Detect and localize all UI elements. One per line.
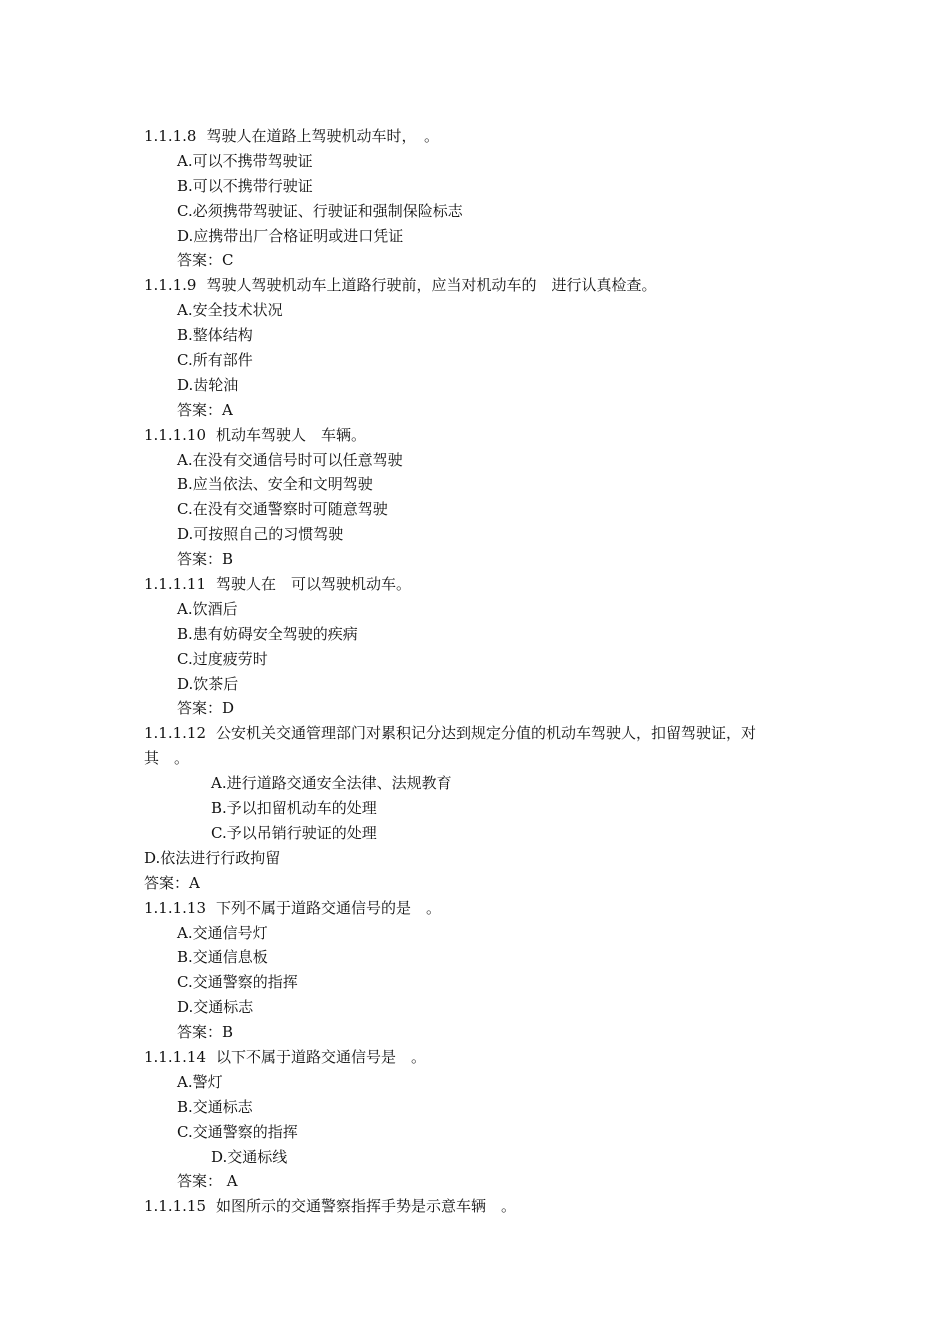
answer: 答案：C [177,251,234,270]
question-number: 1.1.1.10 [144,425,207,444]
option-b: B.整体结构 [177,326,253,345]
question-text: 公安机关交通管理部门对累积记分达到规定分值的机动车驾驶人，扣留驾驶证，对 [216,724,757,743]
question-stem [0,1194,950,1219]
question-number: 1.1.1.14 [144,1047,207,1066]
option-d: D.可按照自己的习惯驾驶 [177,525,344,544]
option-a: A.进行道路交通安全法律、法规教育 [211,774,452,793]
option-b: B.患有妨碍安全驾驶的疾病 [177,624,358,643]
question-text-continued: 其 。 [144,749,190,768]
option-d: D.交通标志 [177,998,254,1017]
answer: 答案：A [144,873,200,892]
option-c: C.交通警察的指挥 [177,1122,298,1141]
question-text: 驾驶人驾驶机动车上道路行驶前，应当对机动车的 进行认真检查。 [206,276,657,295]
question-text: 驾驶人在 可以驾驶机动车。 [216,575,412,594]
question-stem [0,721,950,746]
answer: 答案：B [177,550,234,569]
option-c: C.必须携带驾驶证、行驶证和强制保险标志 [177,201,463,220]
question-stem [0,423,950,448]
question-text: 机动车驾驶人 车辆。 [216,425,367,444]
option-a: A.警灯 [177,1072,223,1091]
question-number: 1.1.1.12 [144,724,207,743]
question-number: 1.1.1.13 [144,898,207,917]
question-stem [0,572,950,597]
option-b: B.应当依法、安全和文明驾驶 [177,475,373,494]
question-stem [0,124,950,149]
option-a: A.饮酒后 [177,599,238,618]
option-d: D.齿轮油 [177,375,239,394]
question-text: 驾驶人在道路上驾驶机动车时， 。 [206,127,439,145]
question-number: 1.1.1.15 [144,1197,207,1216]
option-a: A.在没有交通信号时可以任意驾驶 [177,450,403,469]
option-c: C.在没有交通警察时可随意驾驶 [177,500,388,519]
question-text: 如图所示的交通警察指挥手势是示意车辆 。 [216,1197,517,1216]
option-b: B.交通信息板 [177,948,268,967]
option-b: B.可以不携带行驶证 [177,176,313,195]
option-d: D.饮茶后 [177,674,239,693]
option-c: C.过度疲劳时 [177,649,268,668]
question-number: 1.1.1.9 [144,276,197,295]
answer: 答案：A [177,400,233,419]
question-stem [0,273,950,298]
option-d: D.依法进行行政拘留 [144,848,281,867]
option-c: C.所有部件 [177,351,253,370]
option-b: B.交通标志 [177,1097,253,1116]
document-body [0,124,950,1219]
answer: 答案：B [177,1023,234,1042]
option-a: A.交通信号灯 [177,923,268,942]
question-number: 1.1.1.11 [144,575,207,594]
answer: 答案： A [177,1172,238,1191]
question-stem [0,1045,950,1070]
option-a: A.可以不携带驾驶证 [177,151,313,170]
question-text: 下列不属于道路交通信号的是 。 [216,898,442,917]
question-number: 1.1.1.8 [144,127,197,145]
answer: 答案：D [177,699,235,718]
option-c: C.交通警察的指挥 [177,973,298,992]
option-a: A.安全技术状况 [177,301,283,320]
option-b: B.予以扣留机动车的处理 [211,799,377,818]
question-text: 以下不属于道路交通信号是 。 [216,1047,427,1066]
question-stem [0,896,950,921]
option-d: D.应携带出厂合格证明或进口凭证 [177,226,404,245]
option-c: C.予以吊销行驶证的处理 [211,823,377,842]
option-d: D.交通标线 [211,1147,288,1166]
